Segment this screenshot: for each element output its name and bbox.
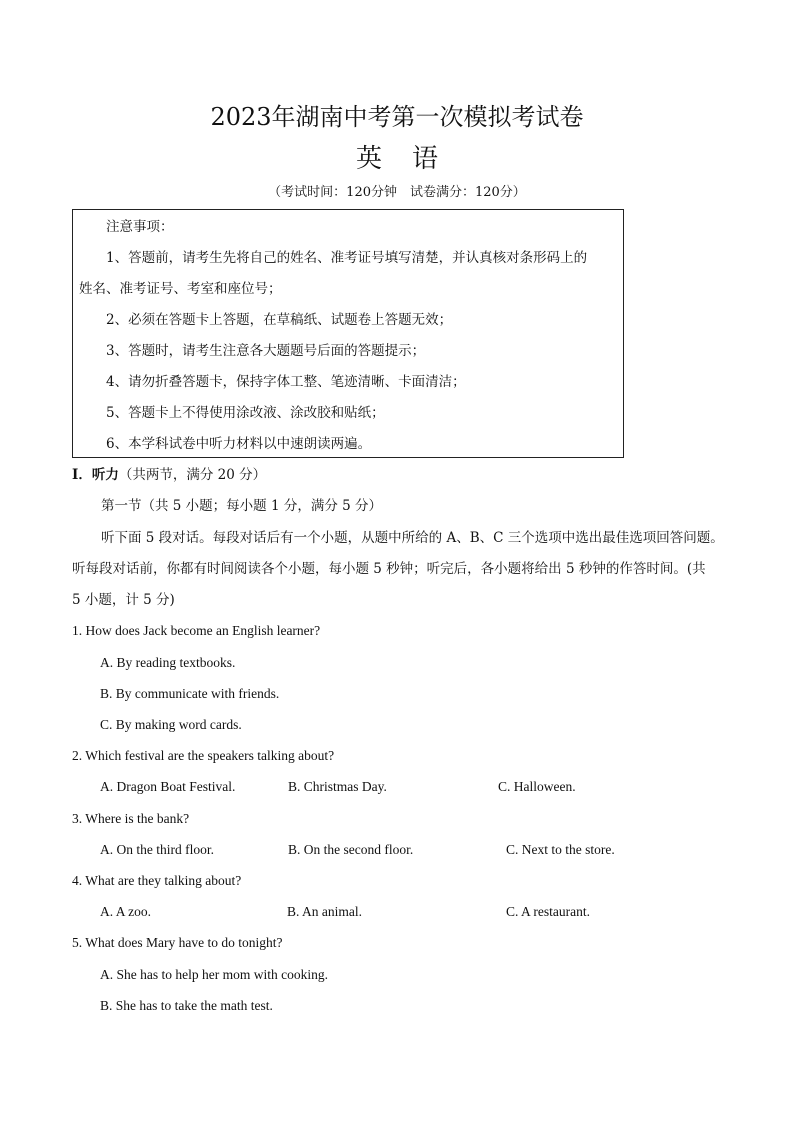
subject-title: 英语 [355,144,468,174]
exam-info: （考试时间：120分钟 试卷满分：120分） [268,185,526,200]
question-2-stem: 2. Which festival are the speakers talking about? [72,748,335,763]
question-5-stem: 5. What does Mary have to do tonight? [72,935,283,950]
question-4-option-c: C. A restaurant. [506,904,590,919]
question-3-option-a: A. On the third floor. [100,842,214,857]
question-1-option-a: A. By reading textbooks. [100,655,236,670]
question-4-option-b: B. An animal. [287,904,362,919]
question-3-option-b: B. On the second floor. [288,842,414,857]
question-1-option-c: C. By making word cards. [100,717,242,732]
notice-item-1-cont: 姓名、准考证号、考室和座位号； [79,281,282,297]
section-number: I． [72,467,92,483]
question-5-option-a: A. She has to help her mom with cooking. [100,967,328,982]
notice-box [72,209,624,458]
notice-item-1: 1、答题前，请考生先将自己的姓名、准考证号填写清楚，并认真核对条形码上的 [106,250,588,266]
instruction-line-3: 5 小题，计 5 分) [72,592,175,608]
notice-heading: 注意事项： [106,219,174,235]
notice-item-2: 2、必须在答题卡上答题，在草稿纸、试题卷上答题无效； [106,312,453,328]
question-5-option-b: B. She has to take the math test. [100,998,273,1013]
section-detail: （共两节，满分 20 分） [118,467,267,483]
question-3-option-c: C. Next to the store. [506,842,615,857]
instruction-line-2: 听每段对话前，你都有时间阅读各个小题，每小题 5 秒钟；听完后，各小题将给出 5 秒钟的作答时间。(共 [72,561,706,577]
notice-item-5: 5、答题卡上不得使用涂改液、涂改胶和贴纸； [106,405,385,421]
question-3-stem: 3. Where is the bank? [72,811,190,826]
question-2-option-b: B. Christmas Day. [288,779,387,794]
question-1-option-b: B. By communicate with friends. [100,686,280,701]
notice-item-4: 4、请勿折叠答题卡，保持字体工整、笔迹清晰、卡面清洁； [106,374,466,390]
part-title: 第一节（共 5 小题；每小题 1 分，满分 5 分） [101,498,383,514]
question-4-option-a: A. A zoo. [100,904,152,919]
question-4-stem: 4. What are they talking about? [72,873,242,888]
question-1-stem: 1. How does Jack become an English learner? [72,623,321,638]
notice-item-6: 6、本学科试卷中听力材料以中速朗读两遍。 [106,436,372,452]
section-heading [72,465,266,485]
instruction-line-1: 听下面 5 段对话。每段对话后有一个小题，从题中所给的 A、B、C 三个选项中选出最佳选项回答问题。 [101,530,724,546]
exam-title: 2023年湖南中考第一次模拟考试卷 [210,103,584,131]
question-2-option-a: A. Dragon Boat Festival. [100,779,236,794]
notice-item-3: 3、答题时，请考生注意各大题题号后面的答题提示； [106,343,426,359]
section-name: 听力 [91,467,119,483]
question-2-option-c: C. Halloween. [498,779,576,794]
